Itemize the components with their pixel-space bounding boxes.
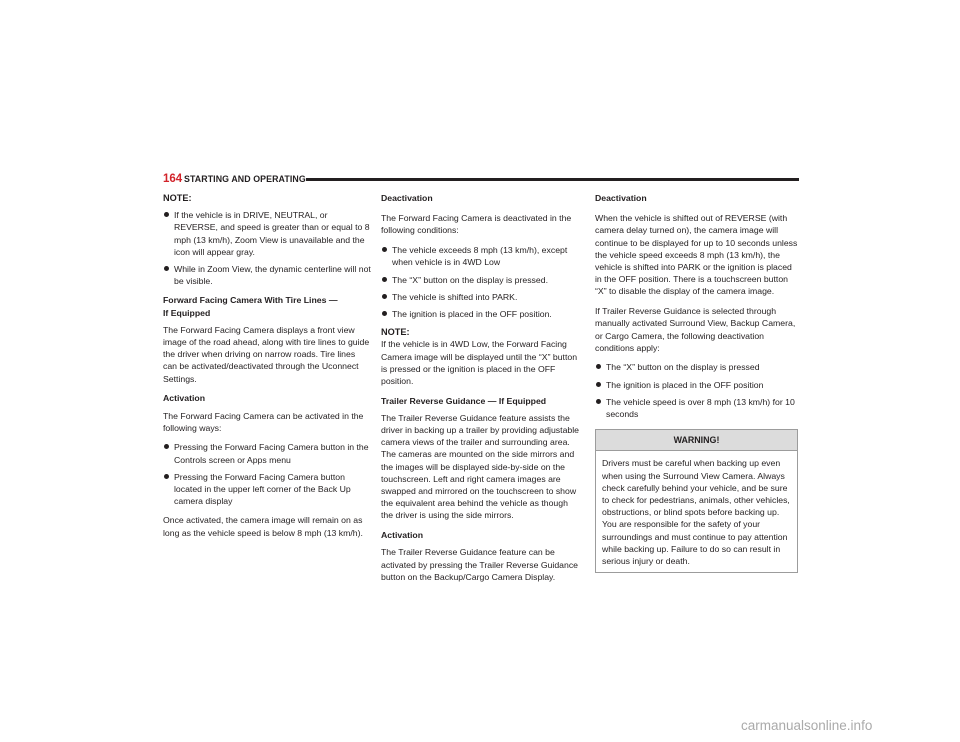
activation-bullet-list (163, 441, 371, 507)
paragraph: The Trailer Reverse Guidance feature assists the driver in backing up a trailer by providing adjustable camera views of the trailer and surrounding area. The cameras are mounted on the side mirrors and the images will be displayed side-by-side on the touchscreen. Left and right camera images are swapped and mirrored on the touchscreen to show the equivalent area behind the vehicle as though the driver is using the side mirrors. (381, 412, 579, 521)
list-item: Pressing the Forward Facing Camera button located in the upper left corner of the Back Up camera display (163, 471, 371, 508)
bullet-icon (382, 311, 387, 316)
paragraph: When the vehicle is shifted out of REVERSE (with camera delay turned on), the camera image will continue to be displayed for up to 10 seconds unless the vehicle speed exceeds 8 mph (13 km/h), the vehicle is shifted into PARK or the ignition is placed in the OFF position. There is a touchscreen button “X” to disable the display of the camera image. (595, 213, 798, 297)
column-left (163, 192, 371, 546)
list-item: The “X” button on the display is pressed. (381, 274, 580, 286)
section-heading: Trailer Reverse Guidance — If Equipped (381, 395, 547, 406)
list-item: The ignition is placed in the OFF position. (381, 308, 580, 320)
bullet-icon (382, 277, 387, 282)
bullet-icon (382, 247, 387, 252)
bullet-icon (164, 266, 169, 271)
bullet-icon (596, 399, 601, 404)
paragraph: Once activated, the camera image will remain on as long as the vehicle speed is below 8 mph (13 km/h). (163, 515, 363, 538)
bullet-icon (164, 444, 169, 449)
watermark: carmanualsonline.info (741, 718, 873, 733)
subheading-deactivation: Deactivation (595, 193, 647, 203)
bullet-icon (164, 212, 169, 217)
note-label: NOTE: (381, 327, 410, 338)
deactivation-bullet-list (595, 361, 798, 420)
warning-text: Drivers must be careful when backing up even when using the Surround View Camera. Always check carefully behind your vehicle, and be sure to check for pedestrians, animals, other vehicles, obstructions, or blind spots before backing up. You are responsible for the safety of your surroundings and must continue to pay attention while backing up. Failure to do so can result in serious injury or death. (602, 458, 790, 567)
note-label: NOTE: (163, 193, 192, 203)
bullet-icon (382, 294, 387, 299)
bullet-icon (164, 474, 169, 479)
list-item: The vehicle exceeds 8 mph (13 km/h), except when vehicle is in 4WD Low (381, 244, 580, 268)
subheading-deactivation: Deactivation (381, 193, 433, 203)
subheading-activation: Activation (163, 393, 205, 404)
list-item: If the vehicle is in DRIVE, NEUTRAL, or REVERSE, and speed is greater than or equal to 8 mph (13 km/h), Zoom View is unavailable and the icon will appear gray. (163, 209, 371, 258)
paragraph: The Trailer Reverse Guidance feature can be activated by pressing the Trailer Reverse Guidance button on the Backup/Cargo Camera Display. (381, 547, 579, 582)
header-rule (306, 178, 799, 181)
section-title: STARTING AND OPERATING (184, 174, 306, 184)
list-item: The vehicle is shifted into PARK. (381, 291, 580, 303)
bullet-icon (596, 364, 601, 369)
list-item: Pressing the Forward Facing Camera button in the Controls screen or Apps menu (163, 441, 371, 465)
paragraph: The Forward Facing Camera can be activated in the following ways: (163, 410, 364, 433)
page-number: 164 (163, 173, 183, 185)
warning-box (595, 429, 798, 573)
column-right (595, 192, 798, 573)
deactivation-bullet-list (381, 244, 580, 320)
list-item: While in Zoom View, the dynamic centerline will not be visible. (163, 263, 371, 287)
paragraph: The Forward Facing Camera is deactivated in the following conditions: (381, 213, 572, 236)
bullet-icon (596, 382, 601, 387)
paragraph: If Trailer Reverse Guidance is selected through manually activated Surround View, Backup Camera, or Cargo Camera, the following deactivation conditions apply: (595, 306, 796, 353)
list-item: The “X” button on the display is pressed (595, 361, 798, 373)
list-item: The vehicle speed is over 8 mph (13 km/h) for 10 seconds (595, 396, 798, 420)
column-middle (381, 192, 580, 590)
section-heading: Forward Facing Camera With Tire Lines — If Equipped (163, 295, 338, 318)
note-text: If the vehicle is in 4WD Low, the Forward Facing Camera image will be displayed until the “X” button is pressed or the ignition is placed in the OFF position. (381, 339, 578, 386)
paragraph: The Forward Facing Camera displays a front view image of the road ahead, along with tire lines to guide the driver when driving on narrow roads. Tire lines can be activated/deactivated through the Uconnect Settings. (163, 324, 370, 384)
page-header (163, 172, 799, 186)
note-bullet-list (163, 209, 371, 287)
warning-title: WARNING! (596, 430, 797, 451)
subheading-activation: Activation (381, 530, 423, 541)
list-item: The ignition is placed in the OFF position (595, 379, 798, 391)
